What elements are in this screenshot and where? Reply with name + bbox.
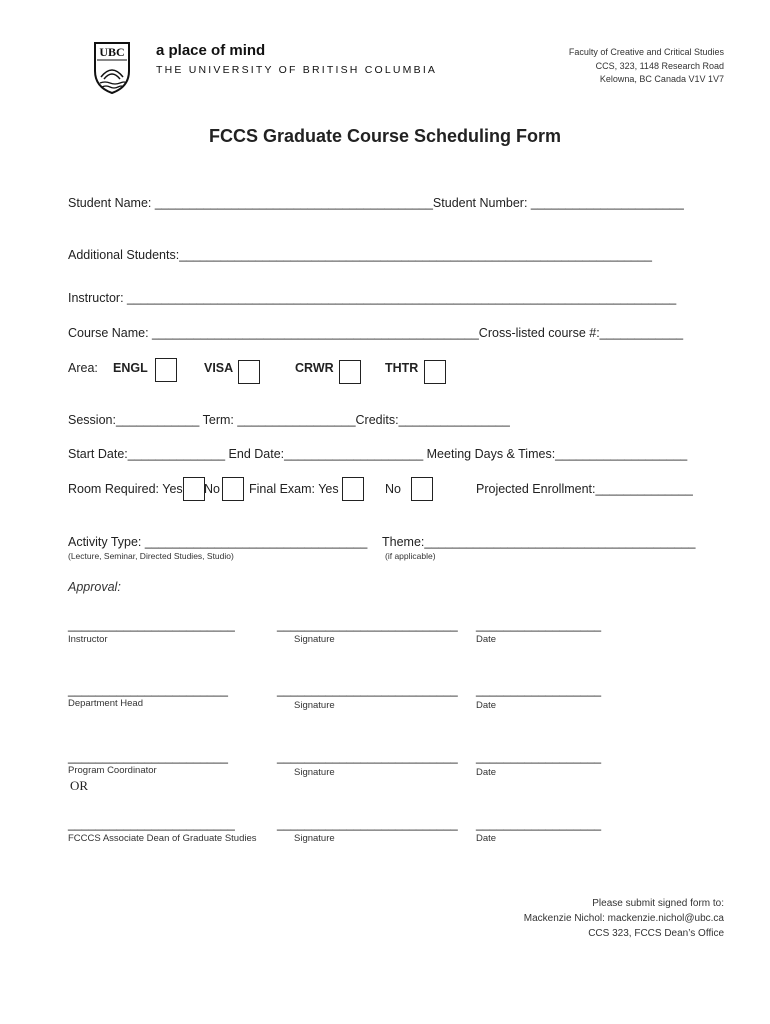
- signature-line[interactable]: __________________________: [277, 817, 458, 831]
- theme-field[interactable]: Theme:_______________________________________: [382, 535, 696, 549]
- final-exam-no-label: No: [385, 482, 401, 496]
- dates-meeting-field[interactable]: Start Date:______________ End Date:____________________ Meeting Days & Times:___________________: [68, 447, 688, 461]
- projected-enrollment-field[interactable]: Projected Enrollment:______________: [476, 482, 693, 496]
- course-name-field[interactable]: Course Name: _______________________________________________Cross-listed course #:____________: [68, 326, 684, 340]
- date-line[interactable]: __________________: [476, 817, 602, 831]
- additional-students-field[interactable]: Additional Students:____________________________________________________________________: [68, 248, 652, 262]
- room-no-label: No: [204, 482, 220, 496]
- role-label: Program Coordinator: [68, 765, 157, 776]
- role-signature-line[interactable]: _______________________: [68, 683, 228, 697]
- room-yes-checkbox[interactable]: [183, 477, 205, 501]
- faculty-address-line: Faculty of Creative and Critical Studies: [568, 47, 724, 57]
- submit-contact: Mackenzie Nichol: mackenzie.nichol@ubc.ca: [523, 913, 724, 924]
- role-label: FCCCS Associate Dean of Graduate Studies: [68, 833, 257, 844]
- room-required-label: Room Required: Yes: [68, 482, 183, 496]
- session-term-credits-field[interactable]: Session:____________ Term: _________________Credits:________________: [68, 413, 510, 427]
- activity-type-field[interactable]: Activity Type: ________________________________: [68, 535, 368, 549]
- faculty-address-line: Kelowna, BC Canada V1V 1V7: [599, 74, 724, 84]
- area-visa-checkbox[interactable]: [238, 360, 260, 384]
- signature-line[interactable]: __________________________: [277, 618, 458, 632]
- area-crwr-checkbox[interactable]: [339, 360, 361, 384]
- approval-heading: Approval:: [68, 580, 121, 594]
- university-name: THE UNIVERSITY OF BRITISH COLUMBIA: [156, 64, 438, 76]
- role-label: Instructor: [68, 634, 108, 645]
- submit-instruction: Please submit signed form to:: [592, 898, 724, 909]
- signature-line[interactable]: __________________________: [277, 750, 458, 764]
- date-line[interactable]: __________________: [476, 750, 602, 764]
- activity-type-hint: (Lecture, Seminar, Directed Studies, Studio): [68, 551, 234, 561]
- final-exam-no-checkbox[interactable]: [411, 477, 433, 501]
- role-label: Department Head: [68, 698, 143, 709]
- signature-label: Signature: [294, 833, 335, 844]
- signature-label: Signature: [294, 634, 335, 645]
- tagline: a place of mind: [156, 42, 266, 59]
- submit-office: CCS 323, FCCS Dean’s Office: [588, 928, 724, 939]
- date-label: Date: [476, 700, 497, 711]
- form-title: FCCS Graduate Course Scheduling Form: [208, 126, 562, 146]
- area-thtr-checkbox[interactable]: [424, 360, 446, 384]
- signature-label: Signature: [294, 700, 335, 711]
- ubc-crest-logo: [93, 41, 131, 95]
- date-label: Date: [476, 767, 497, 778]
- student-name-field[interactable]: Student Name: ________________________________________Student Number: ______________________: [68, 196, 684, 210]
- room-no-checkbox[interactable]: [222, 477, 244, 501]
- area-option-label: ENGL: [113, 361, 148, 375]
- date-label: Date: [476, 833, 497, 844]
- signature-line[interactable]: __________________________: [277, 683, 458, 697]
- logo-text: UBC: [99, 45, 125, 59]
- final-exam-yes-checkbox[interactable]: [342, 477, 364, 501]
- final-exam-label: Final Exam: Yes: [249, 482, 339, 496]
- role-signature-line[interactable]: _______________________: [68, 750, 228, 764]
- area-label: Area:: [68, 361, 98, 375]
- area-engl-checkbox[interactable]: [155, 358, 177, 382]
- faculty-address-line: CCS, 323, 1148 Research Road: [595, 61, 724, 71]
- date-line[interactable]: __________________: [476, 618, 602, 632]
- or-separator: OR: [70, 778, 89, 793]
- date-label: Date: [476, 634, 497, 645]
- signature-label: Signature: [294, 767, 335, 778]
- area-option-label: VISA: [204, 361, 234, 375]
- area-option-label: THTR: [385, 361, 419, 375]
- area-option-label: CRWR: [295, 361, 334, 375]
- theme-hint: (if applicable): [385, 551, 436, 561]
- instructor-field[interactable]: Instructor: _______________________________________________________________________________: [68, 291, 677, 305]
- role-signature-line[interactable]: ________________________: [68, 618, 235, 632]
- date-line[interactable]: __________________: [476, 683, 602, 697]
- role-signature-line[interactable]: ________________________: [68, 817, 235, 831]
